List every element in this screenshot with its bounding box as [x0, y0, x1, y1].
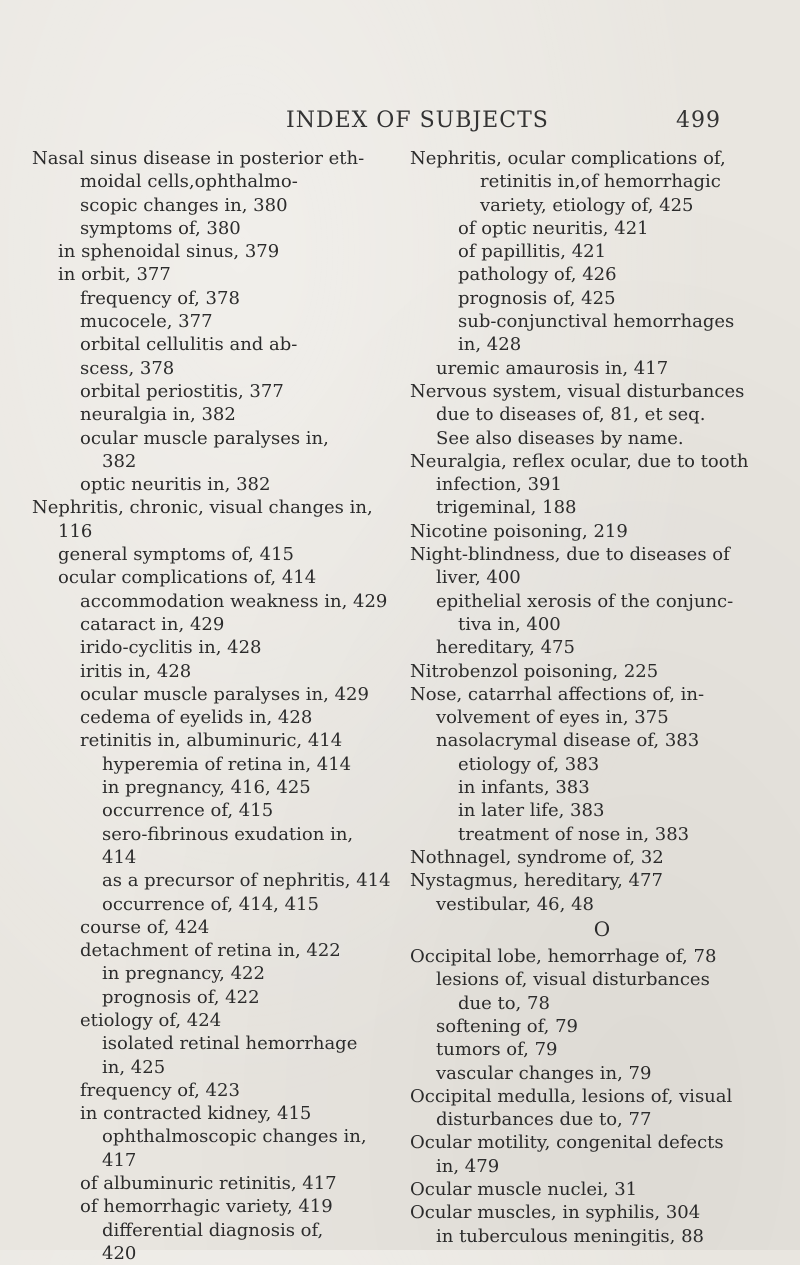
index-entry: vestibular, 46, 48	[436, 893, 594, 915]
index-entry: prognosis of, 425	[458, 287, 616, 309]
index-entry: moidal cells,ophthalmo-	[80, 171, 298, 193]
index-entry: 414	[102, 846, 137, 868]
index-entry: 116	[58, 520, 93, 542]
index-entry: 420	[102, 1242, 137, 1264]
index-entry: Nothnagel, syndrome of, 32	[410, 846, 664, 868]
index-entry: tiva in, 400	[458, 613, 561, 635]
index-entry: in later life, 383	[458, 800, 605, 822]
index-entry: Nephritis, ocular complications of,	[410, 148, 726, 169]
index-entry: mucocele, 377	[80, 311, 213, 333]
index-entry: liver, 400	[436, 567, 521, 589]
index-entry: Night-blindness, due to diseases of	[410, 544, 730, 566]
index-entry: occurrence of, 415	[102, 800, 274, 822]
index-entry: Nose, catarrhal affections of, in-	[410, 683, 705, 705]
index-entry: in pregnancy, 422	[102, 963, 265, 985]
index-entry: retinitis in, albuminuric, 414	[80, 730, 343, 752]
index-entry: in sphenoidal sinus, 379	[58, 241, 280, 263]
index-entry: in, 425	[102, 1056, 166, 1078]
index-entry: of optic neuritis, 421	[458, 217, 649, 239]
index-entry: lesions of, visual disturbances	[436, 969, 710, 991]
index-entry: in tuberculous meningitis, 88	[436, 1225, 705, 1247]
index-entry: detachment of retina in, 422	[80, 940, 341, 962]
index-entry: Nervous system, visual disturbances	[410, 380, 745, 402]
index-entry: occurrence of, 414, 415	[102, 893, 319, 915]
index-entry: Nephritis, chronic, visual changes in,	[32, 497, 373, 519]
index-entry: ocular complications of, 414	[58, 567, 317, 589]
page-number: 499	[676, 108, 721, 133]
index-entry: Nitrobenzol poisoning, 225	[410, 660, 659, 682]
index-entry: pathology of, 426	[458, 264, 617, 286]
index-entry: Nasal sinus disease in posterior eth-	[32, 148, 365, 169]
index-entry: in, 479	[436, 1155, 500, 1177]
index-entry: due to diseases of, 81, et seq.	[436, 404, 706, 426]
index-entry: Ocular motility, congenital defects	[410, 1132, 724, 1154]
index-entry: variety, etiology of, 425	[480, 194, 694, 216]
index-entry: etiology of, 383	[458, 753, 600, 775]
index-entry: as a precursor of nephritis, 414	[102, 870, 391, 892]
index-entry: differential diagnosis of,	[102, 1219, 324, 1241]
index-entry: in pregnancy, 416, 425	[102, 777, 311, 799]
index-entry: optic neuritis in, 382	[80, 474, 271, 496]
index-entry: uremic amaurosis in, 417	[436, 357, 669, 379]
index-entry: symptoms of, 380	[80, 217, 241, 239]
index-column-left	[32, 147, 400, 1265]
index-entry: scess, 378	[80, 357, 175, 379]
index-entry: orbital periostitis, 377	[80, 380, 284, 402]
index-entry: sub-conjunctival hemorrhages	[458, 311, 735, 333]
index-entry: of albuminuric retinitis, 417	[80, 1173, 337, 1195]
index-entry: softening of, 79	[436, 1015, 579, 1037]
index-entry: in, 428	[458, 334, 522, 356]
section-letter: O	[593, 916, 611, 941]
page-title: INDEX OF SUBJECTS	[286, 108, 549, 133]
index-entry: See also diseases by name.	[436, 427, 684, 449]
index-entry: of papillitis, 421	[458, 241, 607, 263]
index-entry: disturbances due to, 77	[436, 1109, 652, 1131]
index-entry: isolated retinal hemorrhage	[102, 1033, 358, 1055]
index-entry: in orbit, 377	[58, 264, 171, 286]
index-entry: etiology of, 424	[80, 1009, 222, 1031]
index-entry: general symptoms of, 415	[58, 544, 294, 566]
index-entry: retinitis in,of hemorrhagic	[480, 171, 721, 193]
index-entry: neuralgia in, 382	[80, 404, 236, 426]
index-entry: in contracted kidney, 415	[80, 1103, 312, 1125]
index-entry: vascular changes in, 79	[436, 1062, 652, 1084]
running-header	[0, 108, 800, 138]
index-entry: orbital cellulitis and ab-	[80, 334, 298, 356]
index-entry: prognosis of, 422	[102, 986, 260, 1008]
index-entry: of hemorrhagic variety, 419	[80, 1196, 333, 1218]
index-entry: hereditary, 475	[436, 637, 575, 659]
index-entry: tumors of, 79	[436, 1039, 558, 1061]
index-entry: cataract in, 429	[80, 613, 225, 635]
index-entry: treatment of nose in, 383	[458, 823, 690, 845]
index-entry: Nicotine poisoning, 219	[410, 520, 628, 542]
index-entry: irido-cyclitis in, 428	[80, 637, 262, 659]
index-entry: infection, 391	[436, 474, 562, 496]
index-entry: Occipital medulla, lesions of, visual	[410, 1085, 733, 1107]
index-entry: frequency of, 423	[80, 1079, 240, 1101]
index-entry: due to, 78	[458, 992, 550, 1014]
index-column-right	[410, 147, 794, 1248]
index-entry: Neuralgia, reflex ocular, due to tooth	[410, 450, 749, 472]
index-entry: sero-fibrinous exudation in,	[102, 823, 354, 845]
index-entry: scopic changes in, 380	[80, 194, 288, 216]
index-entry: accommodation weakness in, 429	[80, 590, 388, 612]
index-entry: 417	[102, 1149, 137, 1171]
index-entry: Nystagmus, hereditary, 477	[410, 870, 663, 892]
index-entry: ophthalmoscopic changes in,	[102, 1126, 367, 1148]
index-entry: hyperemia of retina in, 414	[102, 753, 352, 775]
index-entry: iritis in, 428	[80, 660, 192, 682]
index-entry: ocular muscle paralyses in,	[80, 427, 329, 449]
index-entry: Ocular muscles, in syphilis, 304	[410, 1202, 701, 1224]
index-entry: volvement of eyes in, 375	[436, 707, 669, 729]
index-entry: Occipital lobe, hemorrhage of, 78	[410, 946, 717, 968]
index-entry: Ocular muscle nuclei, 31	[410, 1179, 638, 1201]
index-entry: course of, 424	[80, 916, 210, 938]
index-entry: frequency of, 378	[80, 287, 240, 309]
index-entry: trigeminal, 188	[436, 497, 577, 519]
index-entry: nasolacrymal disease of, 383	[436, 730, 700, 752]
index-entry: epithelial xerosis of the conjunc-	[436, 590, 734, 612]
index-entry: cedema of eyelids in, 428	[80, 707, 313, 729]
index-entry: ocular muscle paralyses in, 429	[80, 683, 369, 705]
index-entry: 382	[102, 450, 137, 472]
index-entry: in infants, 383	[458, 777, 590, 799]
